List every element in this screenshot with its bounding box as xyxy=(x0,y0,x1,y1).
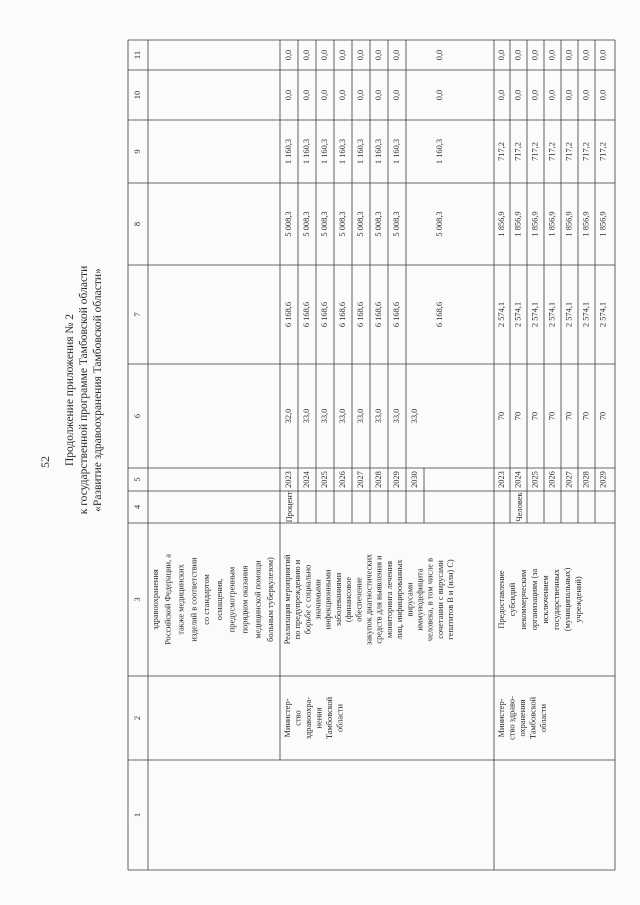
block2-target: 70 xyxy=(547,411,557,421)
block2-c7: 2 574,1 xyxy=(547,301,557,328)
block1-description-line: обеспечение xyxy=(354,577,364,622)
block2-c9: 717,2 xyxy=(598,142,608,161)
block2-year: 2029 xyxy=(598,471,608,488)
block1-year: 2023 xyxy=(283,471,293,488)
block1-c10: 0,0 xyxy=(355,89,365,101)
block2-c11: 0,0 xyxy=(530,49,540,61)
block2-description-line: исключением xyxy=(540,575,550,624)
block1-executor-line: Тамбовской xyxy=(324,696,334,740)
prev-description-line: предусмотренным xyxy=(227,566,237,633)
block1-description-line: по предупреждению и xyxy=(293,559,303,640)
block1-c9: 1 160,3 xyxy=(355,138,365,165)
block2-c10: 0,0 xyxy=(530,89,540,101)
block1-description-line: закупок диагностических xyxy=(364,553,374,646)
block2-year: 2024 xyxy=(513,471,523,488)
block1-target: 33,0 xyxy=(337,408,347,424)
block2-c8: 1 856,9 xyxy=(547,211,557,237)
block2-c11: 0,0 xyxy=(496,49,506,61)
block1-total-c7: 6 168,6 xyxy=(434,301,444,328)
block2-description-line: (муниципальных) xyxy=(562,567,572,632)
block1-year: 2024 xyxy=(301,471,311,488)
column-number-1: 1 xyxy=(131,812,142,818)
block1-c8: 5 008,3 xyxy=(283,211,293,237)
block2-c11: 0,0 xyxy=(598,49,608,61)
block2-c9: 717,2 xyxy=(564,142,574,161)
block2-year: 2027 xyxy=(564,471,574,488)
prev-description-line: изделий в соответствии xyxy=(189,557,199,642)
block1-c10: 0,0 xyxy=(391,89,401,101)
prev-description-line: оснащения, xyxy=(214,578,224,621)
block1-description-line: вирусами xyxy=(405,582,415,617)
block1-year: 2025 xyxy=(319,471,329,488)
block2-year: 2023 xyxy=(496,471,506,488)
block2-c7: 2 574,1 xyxy=(581,301,591,328)
block1-description-line: борьбе с социально xyxy=(303,564,313,635)
block1-total-c9: 1 160,3 xyxy=(434,138,444,165)
block1-c7: 6 168,6 xyxy=(391,301,401,328)
block1-c8: 5 008,3 xyxy=(301,211,311,237)
block2-c10: 0,0 xyxy=(564,89,574,101)
block1-c10: 0,0 xyxy=(337,89,347,101)
column-number-9: 9 xyxy=(131,149,142,154)
block1-description-line: (финансовое xyxy=(344,576,354,623)
block1-executor-line: Министер- xyxy=(282,698,292,738)
block1-c8: 5 008,3 xyxy=(337,211,347,237)
block1-c8: 5 008,3 xyxy=(373,211,383,237)
block2-c10: 0,0 xyxy=(496,89,506,101)
block1-c11: 0,0 xyxy=(391,49,401,61)
block1-year: 2027 xyxy=(355,471,365,488)
block2-c7: 2 574,1 xyxy=(530,301,540,328)
block1-c11: 0,0 xyxy=(319,49,329,61)
block1-c11: 0,0 xyxy=(355,49,365,61)
block2-c9: 717,2 xyxy=(496,142,506,161)
block2-c11: 0,0 xyxy=(547,49,557,61)
block1-target: 32,0 xyxy=(283,408,293,424)
block1-description-line: лиц, инфицированных xyxy=(395,559,405,640)
block1-c7: 6 168,6 xyxy=(301,301,311,328)
block1-c9: 1 160,3 xyxy=(337,138,347,165)
block1-c10: 0,0 xyxy=(319,89,329,101)
block1-c10: 0,0 xyxy=(301,89,311,101)
block2-c10: 0,0 xyxy=(513,89,523,101)
block2-c7: 2 574,1 xyxy=(564,301,574,328)
block2-c10: 0,0 xyxy=(581,89,591,101)
block2-executor-line: охранения xyxy=(517,699,527,737)
block1-c9: 1 160,3 xyxy=(301,138,311,165)
block1-description-line: средств для выявления и xyxy=(374,555,384,644)
block1-description-line: сочетании с вирусами xyxy=(435,560,445,639)
block2-target: 70 xyxy=(496,411,506,421)
block1-year: 2030 xyxy=(409,471,419,488)
block1-executor-line: ство xyxy=(293,710,303,726)
block1-c11: 0,0 xyxy=(301,49,311,61)
block2-c10: 0,0 xyxy=(547,89,557,101)
prev-description-line: порядком оказания xyxy=(240,565,250,634)
block1-c7: 6 168,6 xyxy=(337,301,347,328)
block1-executor-line: области xyxy=(335,704,345,732)
block1-c11: 0,0 xyxy=(373,49,383,61)
column-number-8: 8 xyxy=(131,221,142,227)
column-number-5: 5 xyxy=(131,477,142,482)
block2-target: 70 xyxy=(598,411,608,421)
block2-executor-line: ство здраво- xyxy=(507,696,517,740)
column-number-4: 4 xyxy=(131,504,142,510)
prev-description-line: со стандартом xyxy=(202,574,212,625)
block1-description-line: мониторинга лечения xyxy=(384,560,394,639)
block1-target: 33,0 xyxy=(373,408,383,424)
prev-description-line: больным туберкулезом) xyxy=(266,557,276,642)
block2-year: 2026 xyxy=(547,471,557,488)
block1-target: 33,0 xyxy=(391,408,401,424)
block2-c11: 0,0 xyxy=(581,49,591,61)
block1-target: 33,0 xyxy=(301,408,311,424)
block1-c10: 0,0 xyxy=(283,89,293,101)
block1-c11: 0,0 xyxy=(337,49,347,61)
block1-target: 33,0 xyxy=(319,408,329,424)
block1-total-c10: 0,0 xyxy=(434,89,444,101)
block2-target: 70 xyxy=(513,411,523,421)
column-number-11: 11 xyxy=(131,50,142,60)
block2-target: 70 xyxy=(581,411,591,421)
prev-description-line: также медицинских xyxy=(176,564,186,635)
block2-description-line: государственных xyxy=(551,569,561,630)
block1-description-line: заболеваниями xyxy=(333,572,343,627)
block1-c9: 1 160,3 xyxy=(391,138,401,165)
column-number-3: 3 xyxy=(131,597,142,602)
block1-total-c11: 0,0 xyxy=(434,49,444,61)
block1-executor-line: нения xyxy=(314,707,324,729)
block2-c11: 0,0 xyxy=(513,49,523,61)
block2-c8: 1 856,9 xyxy=(530,211,540,237)
block2-c9: 717,2 xyxy=(547,142,557,161)
block1-c7: 6 168,6 xyxy=(319,301,329,328)
block2-c11: 0,0 xyxy=(564,49,574,61)
block1-description-line: инфекционными xyxy=(323,569,333,630)
block2-description-line: субсидий xyxy=(507,582,517,617)
appendix-header-line-3: «Развитие здравоохранения Тамбовской области» xyxy=(92,268,104,512)
column-number-7: 7 xyxy=(131,312,142,317)
block1-c8: 5 008,3 xyxy=(319,211,329,237)
block2-description-line: учреждений) xyxy=(573,576,583,623)
block2-unit: Человек xyxy=(514,492,524,522)
block2-c9: 717,2 xyxy=(581,142,591,161)
block1-c10: 0,0 xyxy=(373,89,383,101)
block2-c8: 1 856,9 xyxy=(496,211,506,237)
block1-description-line: гепатитов B и (или) C) xyxy=(446,559,456,640)
block2-target: 70 xyxy=(530,411,540,421)
column-number-6: 6 xyxy=(131,413,142,419)
block2-c8: 1 856,9 xyxy=(564,211,574,237)
appendix-header-line-1: Продолжение приложения № 2 xyxy=(64,313,76,467)
block1-unit: Процент xyxy=(284,491,294,523)
block1-c7: 6 168,6 xyxy=(373,301,383,328)
prev-description-line: медицинской помощи xyxy=(253,560,263,639)
block2-target: 70 xyxy=(564,411,574,421)
block1-description-line: Реализация мероприятий xyxy=(282,554,292,645)
block2-c7: 2 574,1 xyxy=(496,301,506,328)
block2-description-line: организациям (за xyxy=(529,568,539,631)
block2-c7: 2 574,1 xyxy=(598,301,608,328)
appendix-header-line-2: к государственной программе Тамбовской области xyxy=(78,265,90,515)
block2-c9: 717,2 xyxy=(530,142,540,161)
block1-c11: 0,0 xyxy=(283,49,293,61)
block2-year: 2025 xyxy=(530,471,540,488)
block1-total-c8: 5 008,3 xyxy=(434,211,444,237)
column-number-2: 2 xyxy=(131,715,142,721)
column-number-10: 10 xyxy=(131,90,142,100)
prev-description-line: Российской Федерации, а xyxy=(163,554,173,645)
block1-year: 2029 xyxy=(391,471,401,488)
block1-c9: 1 160,3 xyxy=(283,138,293,165)
block1-c8: 5 008,3 xyxy=(355,211,365,237)
block2-executor-line: области xyxy=(538,704,548,732)
block2-description-line: Предоставление xyxy=(496,570,506,629)
block2-c9: 717,2 xyxy=(513,142,523,161)
block1-target: 33,0 xyxy=(355,408,365,424)
block2-year: 2028 xyxy=(581,471,591,488)
block1-year: 2026 xyxy=(337,471,347,488)
block1-c7: 6 168,6 xyxy=(283,301,293,328)
block2-executor-line: Тамбовской xyxy=(528,696,538,740)
block1-c8: 5 008,3 xyxy=(391,211,401,237)
page-number: 52 xyxy=(38,456,52,468)
prev-description-line: здравоохранения xyxy=(150,569,160,630)
block2-description-line: некоммерческим xyxy=(518,569,528,630)
block1-description-line: человека, в том числе в xyxy=(425,557,435,642)
block1-description-line: иммунодефицита xyxy=(415,568,425,631)
block1-c9: 1 160,3 xyxy=(319,138,329,165)
block2-executor-line: Министер- xyxy=(496,698,506,738)
block1-c7: 6 168,6 xyxy=(355,301,365,328)
block1-year: 2028 xyxy=(373,471,383,488)
block1-description-line: значимыми xyxy=(313,579,323,620)
block1-c9: 1 160,3 xyxy=(373,138,383,165)
block1-executor-line: здравоохра- xyxy=(303,696,313,740)
block2-c8: 1 856,9 xyxy=(581,211,591,237)
block2-c10: 0,0 xyxy=(598,89,608,101)
block2-c8: 1 856,9 xyxy=(598,211,608,237)
block2-c8: 1 856,9 xyxy=(513,211,523,237)
block1-target: 33,0 xyxy=(409,408,419,424)
block2-c7: 2 574,1 xyxy=(513,301,523,328)
